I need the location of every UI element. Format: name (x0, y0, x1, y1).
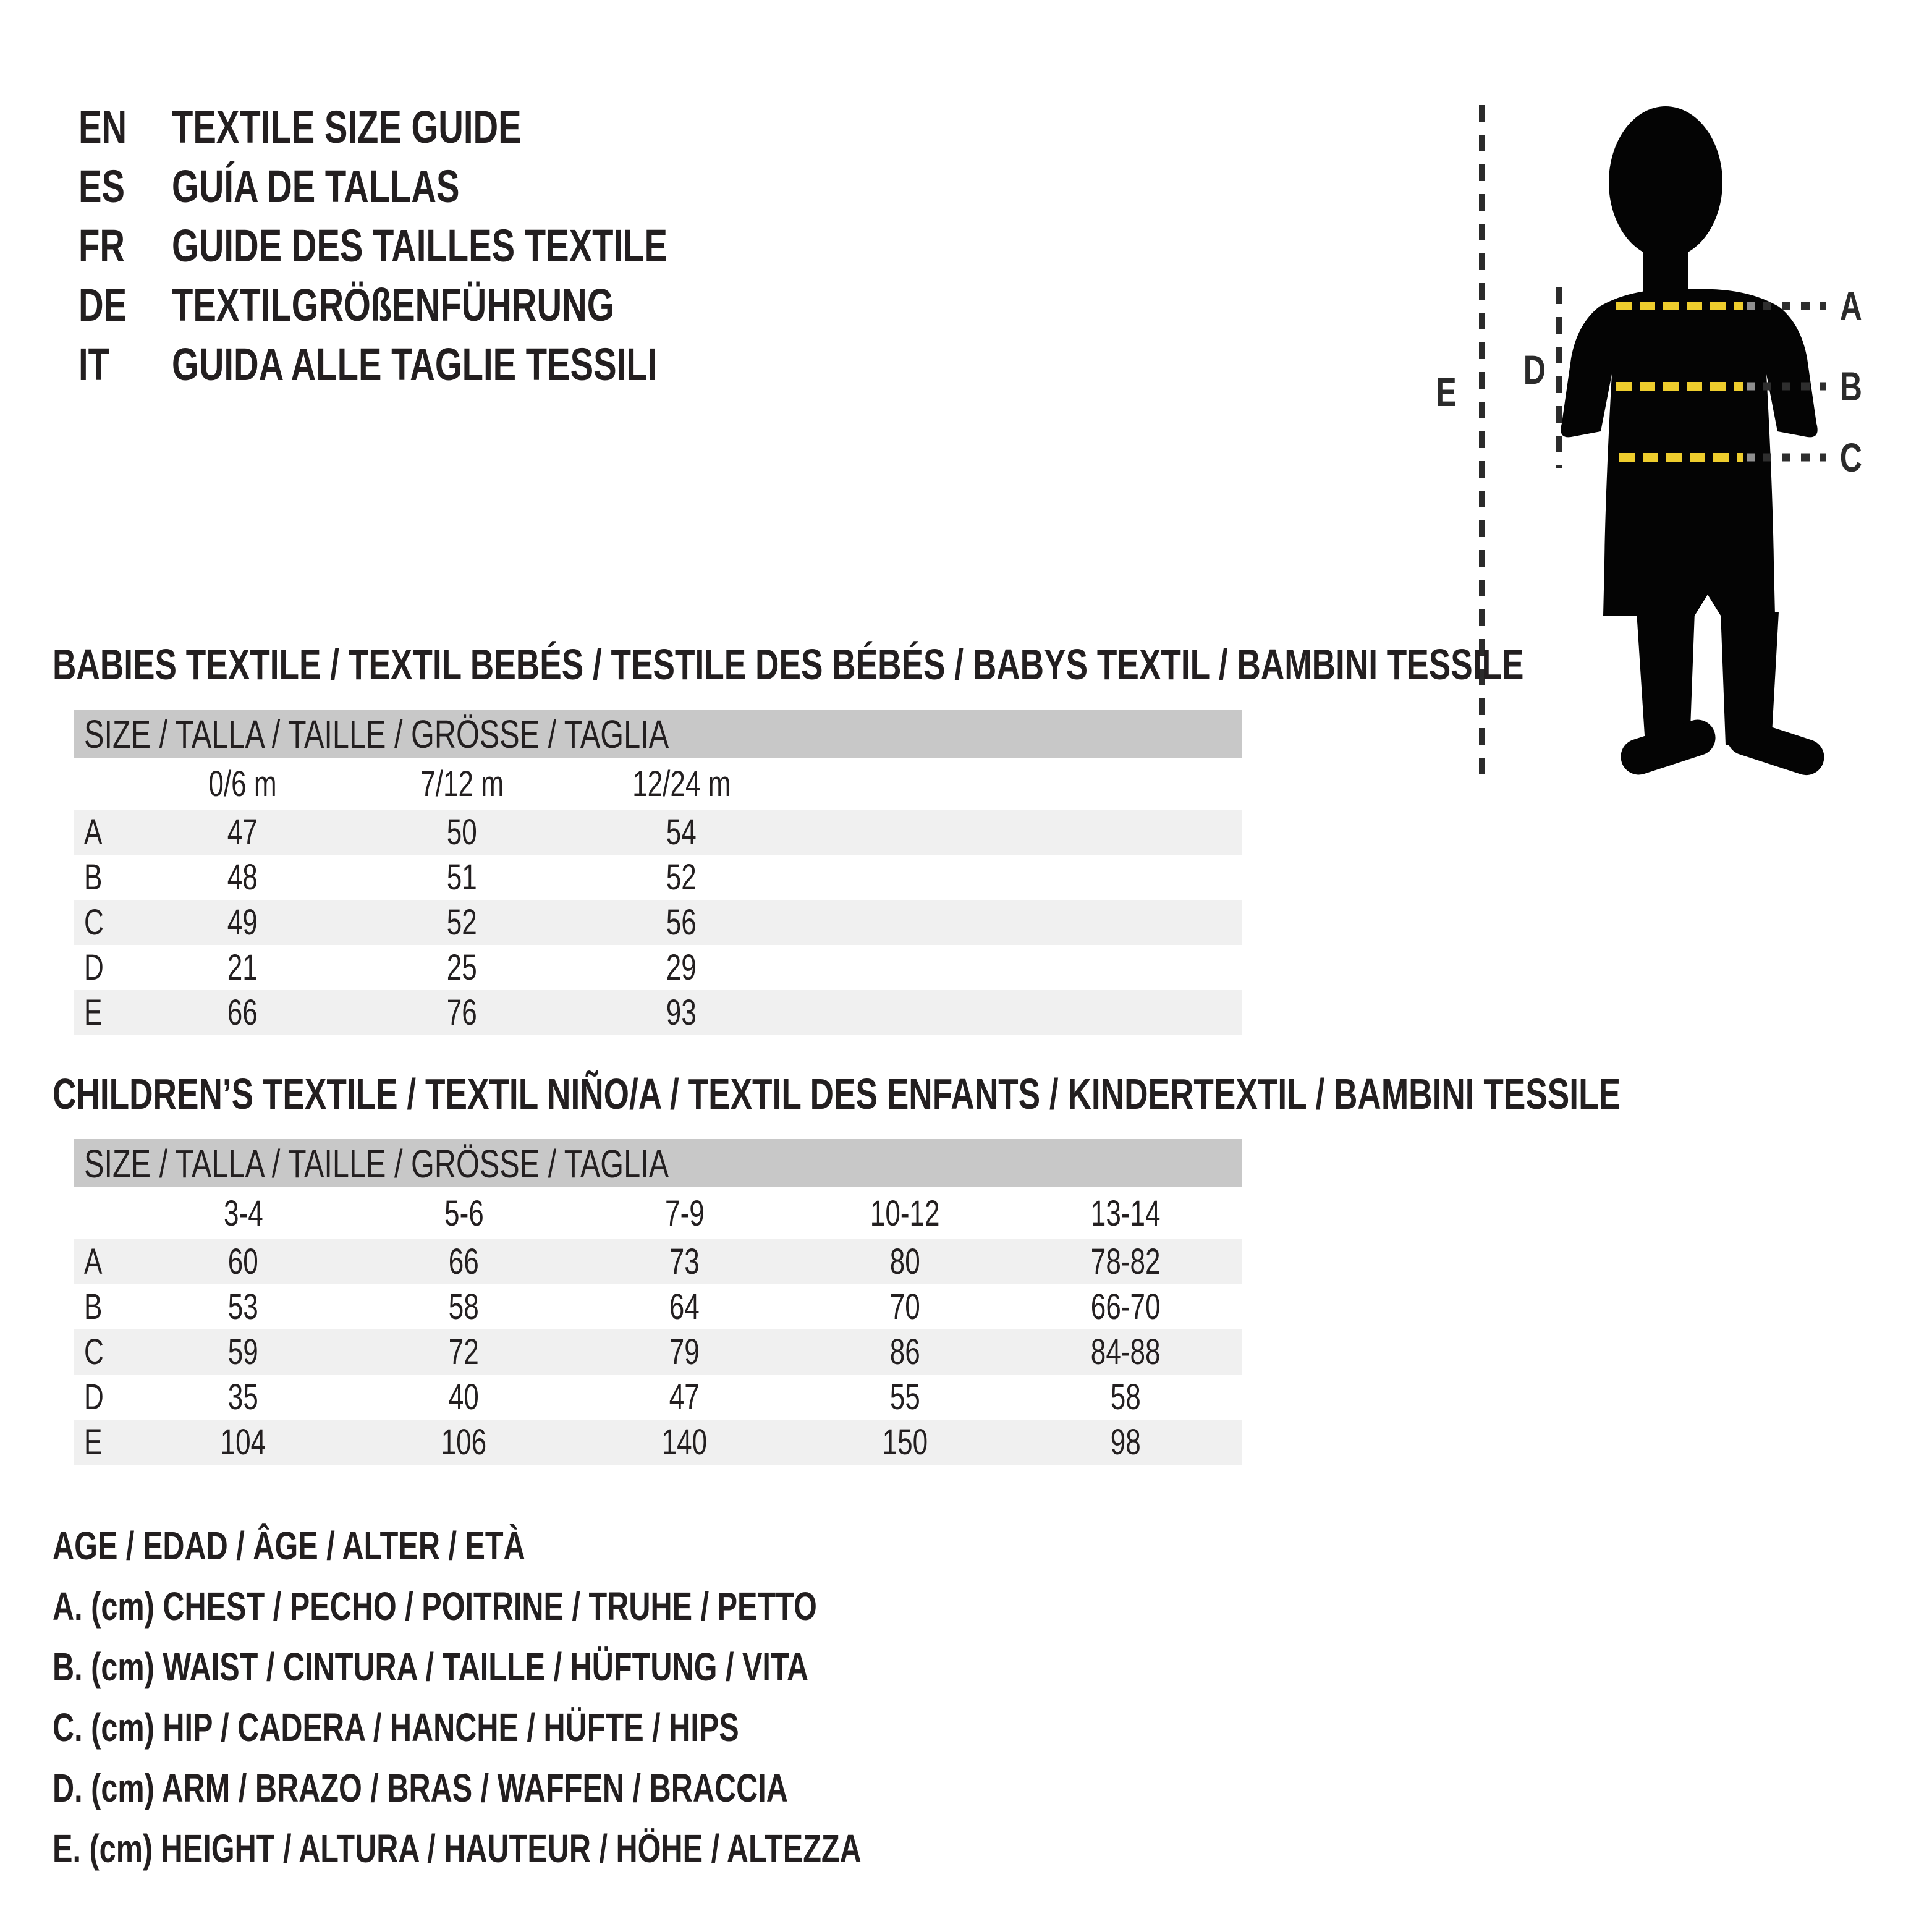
babies-size-header-bar: SIZE / TALLA / TAILLE / GRÖSSE / TAGLIA (74, 710, 1242, 758)
column-header: 7-9 (664, 1193, 705, 1234)
table-cell: 52 (666, 857, 697, 897)
page-title: TEXTILGRÖßENFÜHRUNG (172, 279, 614, 331)
lang-code: EN (78, 101, 127, 153)
table-cell: 86 (889, 1332, 921, 1372)
legend-hip: C. (cm) HIP / CADERA / HANCHE / HÜFTE / HIPS (53, 1705, 739, 1750)
row-label: C (84, 1332, 104, 1372)
table-cell: 66-70 (1091, 1287, 1161, 1327)
row-label: E (84, 1422, 103, 1462)
children-size-table (74, 1139, 1242, 1465)
table-cell: 48 (227, 857, 258, 897)
header-row-fr (78, 216, 1315, 276)
table-cell: 47 (227, 812, 258, 852)
table-cell: 106 (441, 1422, 487, 1462)
table-cell: 93 (666, 993, 697, 1033)
row-label: E (84, 993, 103, 1033)
table-cell: 60 (227, 1242, 259, 1282)
table-row (74, 1420, 1242, 1465)
table-row (74, 855, 1242, 900)
table-cell: 47 (669, 1377, 700, 1417)
table-cell: 52 (446, 902, 478, 943)
babies-size-table (74, 710, 1242, 1035)
page-title: GUIDA ALLE TAGLIE TESSILI (172, 339, 658, 390)
measurement-legend (53, 1515, 1117, 1879)
babies-column-header-row (74, 758, 1242, 810)
legend-height: E. (cm) HEIGHT / ALTURA / HAUTEUR / HÖHE / ALTEZZA (53, 1826, 862, 1871)
table-cell: 21 (227, 947, 258, 988)
table-row (74, 1239, 1242, 1284)
table-cell: 54 (666, 812, 697, 852)
page-title: GUIDE DES TAILLES TEXTILE (172, 220, 668, 271)
row-label: D (84, 1377, 104, 1417)
table-cell: 80 (889, 1242, 921, 1282)
legend-arm: D. (cm) ARM / BRAZO / BRAS / WAFFEN / BRACCIA (53, 1766, 788, 1810)
table-cell: 76 (446, 993, 478, 1033)
row-label: B (84, 857, 103, 897)
table-cell: 73 (669, 1242, 700, 1282)
header-row-de (78, 276, 1315, 335)
column-header: 0/6 m (208, 763, 277, 804)
table-cell: 49 (227, 902, 258, 943)
lang-code: FR (78, 220, 125, 271)
table-cell: 58 (448, 1287, 480, 1327)
table-cell: 64 (669, 1287, 700, 1327)
legend-waist: B. (cm) WAIST / CINTURA / TAILLE / HÜFTUNG / VITA (53, 1645, 809, 1689)
page-title: GUÍA DE TALLAS (172, 161, 460, 212)
table-cell: 58 (1110, 1377, 1142, 1417)
row-label: D (84, 947, 104, 988)
table-cell: 84-88 (1091, 1332, 1161, 1372)
table-cell: 72 (448, 1332, 480, 1372)
babies-section-title: BABIES TEXTILE / TEXTIL BEBÉS / TESTILE DES BÉBÉS / BABYS TEXTIL / BAMBINI TESSILE (53, 640, 1524, 688)
measure-label-chest: A (1839, 283, 1863, 329)
table-cell: 56 (666, 902, 697, 943)
row-label: A (84, 812, 103, 852)
table-cell: 51 (446, 857, 478, 897)
children-size-header-bar: SIZE / TALLA / TAILLE / GRÖSSE / TAGLIA (74, 1139, 1242, 1187)
table-cell: 79 (669, 1332, 700, 1372)
language-header (78, 98, 1315, 394)
table-cell: 70 (889, 1287, 921, 1327)
table-cell: 66 (227, 993, 258, 1033)
table-cell: 35 (227, 1377, 259, 1417)
header-row-es (78, 157, 1315, 216)
row-label: B (84, 1287, 103, 1327)
table-row (74, 945, 1242, 990)
lang-code: DE (78, 279, 127, 331)
column-header: 10-12 (870, 1193, 940, 1234)
measure-label-arm: D (1523, 347, 1546, 392)
column-header: 7/12 m (420, 763, 504, 804)
lang-code: IT (78, 339, 109, 390)
table-cell: 55 (889, 1377, 921, 1417)
lang-code: ES (78, 161, 125, 212)
header-row-en (78, 98, 1315, 157)
table-cell: 104 (220, 1422, 266, 1462)
legend-age: AGE / EDAD / ÂGE / ALTER / ETÀ (53, 1523, 525, 1568)
table-row (74, 1375, 1242, 1420)
table-cell: 25 (446, 947, 478, 988)
table-row (74, 810, 1242, 855)
header-row-it (78, 335, 1315, 394)
legend-chest: A. (cm) CHEST / PECHO / POITRINE / TRUHE / PETTO (53, 1584, 817, 1629)
table-row (74, 990, 1242, 1035)
row-label: C (84, 902, 104, 943)
table-cell: 140 (661, 1422, 708, 1462)
table-row (74, 1284, 1242, 1329)
column-header: 13-14 (1091, 1193, 1161, 1234)
measure-label-height: E (1436, 369, 1457, 415)
measure-label-hip: C (1839, 434, 1863, 480)
column-header: 12/24 m (632, 763, 731, 804)
table-cell: 40 (448, 1377, 480, 1417)
table-cell: 150 (882, 1422, 928, 1462)
children-section-title: CHILDREN’S TEXTILE / TEXTIL NIÑO/A / TEXTIL DES ENFANTS / KINDERTEXTIL / BAMBINI TESSILE (53, 1070, 1621, 1118)
table-row (74, 1329, 1242, 1375)
table-row (74, 900, 1242, 945)
column-header: 5-6 (444, 1193, 484, 1234)
table-cell: 59 (227, 1332, 259, 1372)
table-cell: 50 (446, 812, 478, 852)
children-column-header-row (74, 1187, 1242, 1239)
measure-label-waist: B (1839, 363, 1863, 409)
page-title: TEXTILE SIZE GUIDE (172, 101, 522, 153)
table-cell: 29 (666, 947, 697, 988)
table-cell: 78-82 (1091, 1242, 1161, 1282)
column-header: 3-4 (223, 1193, 263, 1234)
row-label: A (84, 1242, 103, 1282)
table-cell: 53 (227, 1287, 259, 1327)
table-cell: 66 (448, 1242, 480, 1282)
table-cell: 98 (1110, 1422, 1142, 1462)
